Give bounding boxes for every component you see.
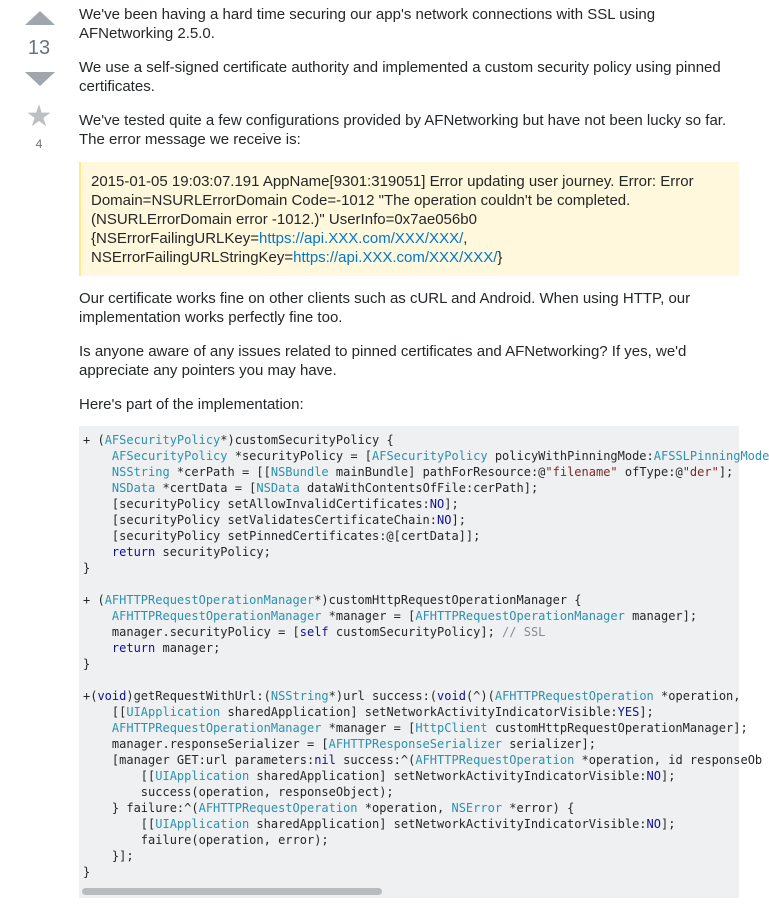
code-line: [manager GET:url parameters:nil success:^(AFHTTPRequestOperation *operation, id responseOb xyxy=(83,753,763,767)
code-line: NSData *certData = [NSData dataWithContentsOfFile:cerPath]; xyxy=(111,481,539,495)
code-line: [[UIApplication sharedApplication] setNetworkActivityIndicatorVisible:NO]; xyxy=(83,769,676,783)
code-line: [securityPolicy setValidatesCertificateChain:NO]; xyxy=(83,513,466,527)
code-line: }]; xyxy=(83,849,134,863)
error-url-link-1[interactable]: https://api.XXX.com/XXX/XXX/ xyxy=(258,230,464,247)
code-text xyxy=(79,426,769,886)
code-line: + (AFSecurityPolicy*)customSecurityPolicy { xyxy=(83,433,394,447)
code-line: AFHTTPRequestOperationManager *manager = [AFHTTPRequestOperationManager manager]; xyxy=(111,609,698,623)
code-line: } failure:^(AFHTTPRequestOperation *operation, NSError *error) { xyxy=(83,801,575,815)
code-line: return manager; xyxy=(111,641,221,655)
upvote-arrow-icon[interactable] xyxy=(25,11,55,25)
code-line: } xyxy=(83,657,91,671)
code-line: [[UIApplication sharedApplication] setNetworkActivityIndicatorVisible:NO]; xyxy=(83,817,676,831)
code-line: NSString *cerPath = [[NSBundle mainBundle] pathForResource:@"filename" ofType:@"der"]; xyxy=(111,465,734,479)
downvote-arrow-icon[interactable] xyxy=(25,72,55,86)
code-line: [securityPolicy setAllowInvalidCertificates:NO]; xyxy=(83,497,459,511)
code-line: AFSecurityPolicy *securityPolicy = [AFSecurityPolicy policyWithPinningMode:AFSSLPinningMode xyxy=(111,449,769,463)
paragraph-works-elsewhere: Our certificate works fine on other clients such as cURL and Android. When using HTTP, our implementation works perfectly fine too. xyxy=(79,290,691,326)
scrollbar-thumb[interactable] xyxy=(82,888,382,895)
error-url-link-2[interactable]: https://api.XXX.com/XXX/XXX/ xyxy=(293,249,498,266)
code-line: } xyxy=(83,561,91,575)
code-line: success(operation, responseObject); xyxy=(83,785,394,799)
code-line: return securityPolicy; xyxy=(111,545,271,559)
paragraph-intro: We've been having a hard time securing our app's network connections with SSL using AFNetworking 2.5.0. xyxy=(79,6,656,42)
vote-count: 13 xyxy=(27,37,51,59)
code-line: } xyxy=(83,865,91,879)
paragraph-question: Is anyone aware of any issues related to pinned certificates and AFNetworking? If yes, we'd appreciate any pointers you may have. xyxy=(79,343,687,379)
paragraph-cert-authority: We use a self-signed certificate authority and implemented a custom security policy using pinned certificates. xyxy=(79,59,721,95)
favorite-star-icon[interactable]: ★ xyxy=(25,100,53,133)
error-text-middle: , NSErrorFailingURLStringKey= xyxy=(91,230,468,266)
paragraph-implementation: Here's part of the implementation: xyxy=(79,396,304,413)
code-line: +(void)getRequestWithUrl:(NSString*)url success:(void(^)(AFHTTPRequestOperation *operation, xyxy=(83,689,741,703)
error-text: 2015-01-05 19:03:07.191 AppName[9301:319051] Error updating user journey. Error: Error Domain=NSURLErrorDomain Code=-1012 "The operation couldn't be completed. (NSURLErrorDomain error -1012.)" UserInfo=0x7ae056b0 {NSErrorFailingURLKey= xyxy=(91,173,694,247)
code-line: [securityPolicy setPinnedCertificates:@[certData]]; xyxy=(83,529,481,543)
code-line: AFHTTPRequestOperationManager *manager = [HttpClient customHttpRequestOperationManager]; xyxy=(111,721,748,735)
paragraph-tested: We've tested quite a few configurations provided by AFNetworking but have not been lucky so far. The error message we receive is: xyxy=(79,112,727,148)
error-blockquote xyxy=(79,162,739,276)
code-line: + (AFHTTPRequestOperationManager*)customHttpRequestOperationManager { xyxy=(83,593,582,607)
code-horizontal-scrollbar[interactable] xyxy=(79,886,739,897)
code-line: manager.responseSerializer = [AFHTTPResponseSerializer serializer]; xyxy=(83,737,596,751)
error-text-end: } xyxy=(497,249,503,266)
code-line: manager.securityPolicy = [self customSecurityPolicy]; // SSL xyxy=(83,625,546,639)
code-line: failure(operation, error); xyxy=(83,833,329,847)
favorite-count: 4 xyxy=(35,137,43,151)
code-line: [[UIApplication sharedApplication] setNetworkActivityIndicatorVisible:YES]; xyxy=(83,705,654,719)
code-block[interactable] xyxy=(79,426,769,898)
